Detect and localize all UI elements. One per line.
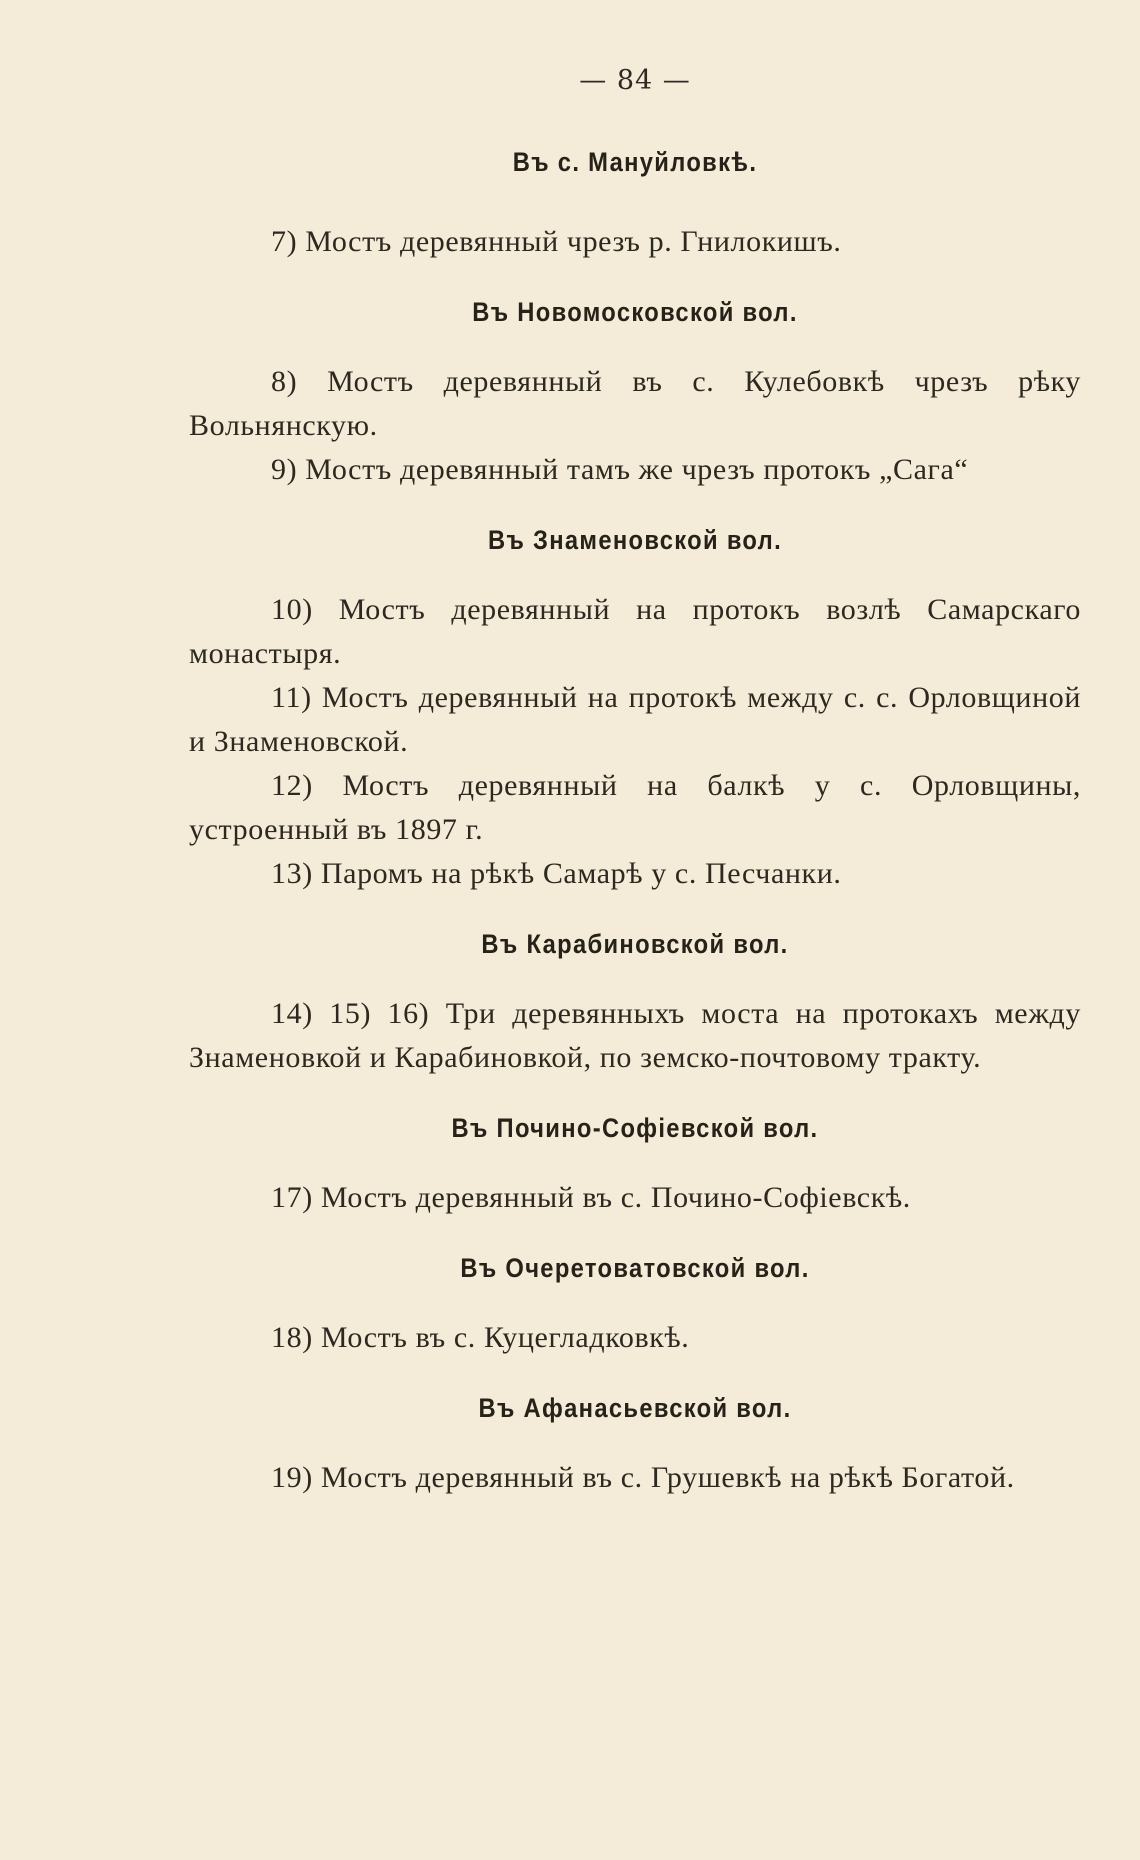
paragraph: 18) Мостъ въ с. Куцегладковкѣ. <box>271 1321 690 1354</box>
text-block <box>189 60 1081 1500</box>
paragraph: 17) Мостъ деревянный въ с. Почино-Софіевскѣ. <box>271 1181 911 1214</box>
paragraph: 9) Мостъ деревянный тамъ же чрезъ протокъ „Сага“ <box>271 453 969 486</box>
section-heading: Въ Новомосковской вол. <box>472 297 798 327</box>
section-heading: Въ Очеретоватовской вол. <box>460 1253 810 1283</box>
page-number: — 84 — <box>579 65 691 96</box>
paragraph: 19) Мостъ деревянный въ с. Грушевкѣ на рѣкѣ Богатой. <box>271 1461 1015 1494</box>
section-heading: Въ Знаменовской вол. <box>487 525 783 555</box>
section-heading: Въ Афанасьевской вол. <box>478 1393 792 1423</box>
paragraph: 11) Мостъ деревянный на протокѣ между с. с. Орловщиной и Знаменовской. <box>189 681 1081 758</box>
paragraph: 12) Мостъ деревянный на балкѣ у с. Орловщины, устроенный въ 1897 г. <box>189 769 1081 846</box>
paragraph: 8) Мостъ деревянный въ с. Кулебовкѣ чрезъ рѣку Вольнянскую. <box>189 365 1081 442</box>
section-heading: Въ Почино-Софіевской вол. <box>451 1113 819 1143</box>
section-heading: Въ с. Мануйловкѣ. <box>512 147 758 177</box>
paragraph: 10) Мостъ деревянный на протокъ возлѣ Самарскаго монастыря. <box>189 593 1081 670</box>
paragraph: 14) 15) 16) Три деревянныхъ моста на протокахъ между Знаменовкой и Карабиновкой, по земско-почтовому тракту. <box>189 997 1081 1074</box>
section-heading: Въ Карабиновской вол. <box>481 929 789 959</box>
paragraph: 13) Паромъ на рѣкѣ Самарѣ у с. Песчанки. <box>271 857 842 890</box>
paragraph: 7) Мостъ деревянный чрезъ р. Гнилокишъ. <box>271 225 842 258</box>
